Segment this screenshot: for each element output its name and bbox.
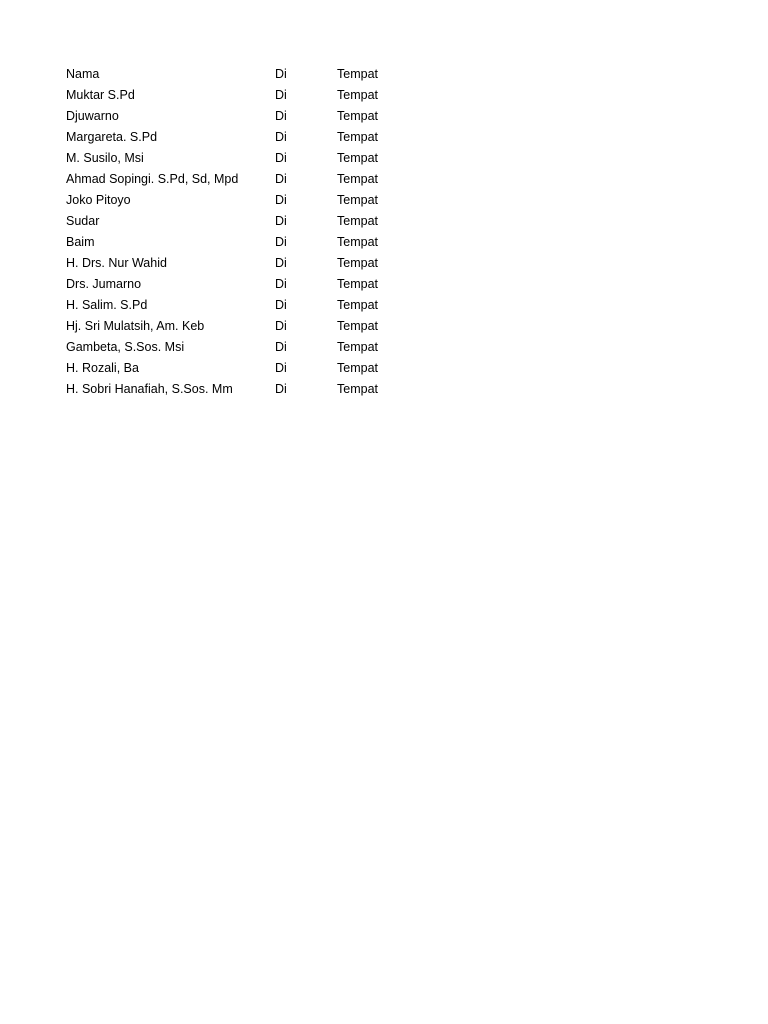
- name-cell: Sudar: [66, 213, 100, 228]
- table-row: [66, 85, 417, 106]
- name-cell: H. Salim. S.Pd: [66, 297, 148, 312]
- di-cell: Di: [275, 109, 287, 123]
- name-cell: H. Drs. Nur Wahid: [66, 255, 167, 270]
- name-cell: Margareta. S.Pd: [66, 129, 158, 144]
- name-cell: Gambeta, S.Sos. Msi: [66, 339, 185, 354]
- name-cell: M. Susilo, Msi: [66, 150, 144, 165]
- name-cell: Djuwarno: [66, 108, 119, 123]
- tempat-cell: Tempat: [337, 193, 378, 207]
- tempat-cell: Tempat: [337, 319, 378, 333]
- table-row: [66, 211, 417, 232]
- name-cell: Hj. Sri Mulatsih, Am. Keb: [66, 318, 205, 333]
- di-cell: Di: [275, 382, 287, 396]
- di-cell: Di: [275, 67, 287, 81]
- table-row: [66, 190, 417, 211]
- name-cell: Joko Pitoyo: [66, 192, 131, 207]
- table-row: [66, 169, 417, 190]
- di-cell: Di: [275, 130, 287, 144]
- tempat-cell: Tempat: [337, 277, 378, 291]
- tempat-cell: Tempat: [337, 214, 378, 228]
- name-cell: H. Sobri Hanafiah, S.Sos. Mm: [66, 381, 233, 396]
- di-cell: Di: [275, 88, 287, 102]
- di-cell: Di: [275, 256, 287, 270]
- name-cell: H. Rozali, Ba: [66, 360, 139, 375]
- name-list-table: [66, 64, 417, 400]
- table-row: [66, 253, 417, 274]
- table-row: [66, 106, 417, 127]
- di-cell: Di: [275, 340, 287, 354]
- table-row: [66, 358, 417, 379]
- tempat-cell: Tempat: [337, 172, 378, 186]
- di-cell: Di: [275, 277, 287, 291]
- table-row: [66, 379, 417, 400]
- tempat-cell: Tempat: [337, 361, 378, 375]
- di-cell: Di: [275, 319, 287, 333]
- name-cell: Baim: [66, 234, 95, 249]
- name-cell: Muktar S.Pd: [66, 87, 135, 102]
- table-row: [66, 274, 417, 295]
- di-cell: Di: [275, 214, 287, 228]
- tempat-cell: Tempat: [337, 340, 378, 354]
- table-row: [66, 337, 417, 358]
- tempat-cell: Tempat: [337, 151, 378, 165]
- tempat-cell: Tempat: [337, 235, 378, 249]
- tempat-cell: Tempat: [337, 88, 378, 102]
- di-cell: Di: [275, 172, 287, 186]
- table-row: [66, 64, 417, 85]
- table-row: [66, 316, 417, 337]
- tempat-cell: Tempat: [337, 67, 378, 81]
- name-cell: Ahmad Sopingi. S.Pd, Sd, Mpd: [66, 171, 239, 186]
- di-cell: Di: [275, 151, 287, 165]
- tempat-cell: Tempat: [337, 382, 378, 396]
- tempat-cell: Tempat: [337, 256, 378, 270]
- tempat-cell: Tempat: [337, 109, 378, 123]
- table-body: [66, 64, 417, 400]
- name-cell: Nama: [66, 66, 100, 81]
- di-cell: Di: [275, 235, 287, 249]
- table-row: [66, 127, 417, 148]
- tempat-cell: Tempat: [337, 298, 378, 312]
- di-cell: Di: [275, 193, 287, 207]
- table-row: [66, 148, 417, 169]
- di-cell: Di: [275, 361, 287, 375]
- tempat-cell: Tempat: [337, 130, 378, 144]
- di-cell: Di: [275, 298, 287, 312]
- table-row: [66, 295, 417, 316]
- table-row: [66, 232, 417, 253]
- name-cell: Drs. Jumarno: [66, 276, 142, 291]
